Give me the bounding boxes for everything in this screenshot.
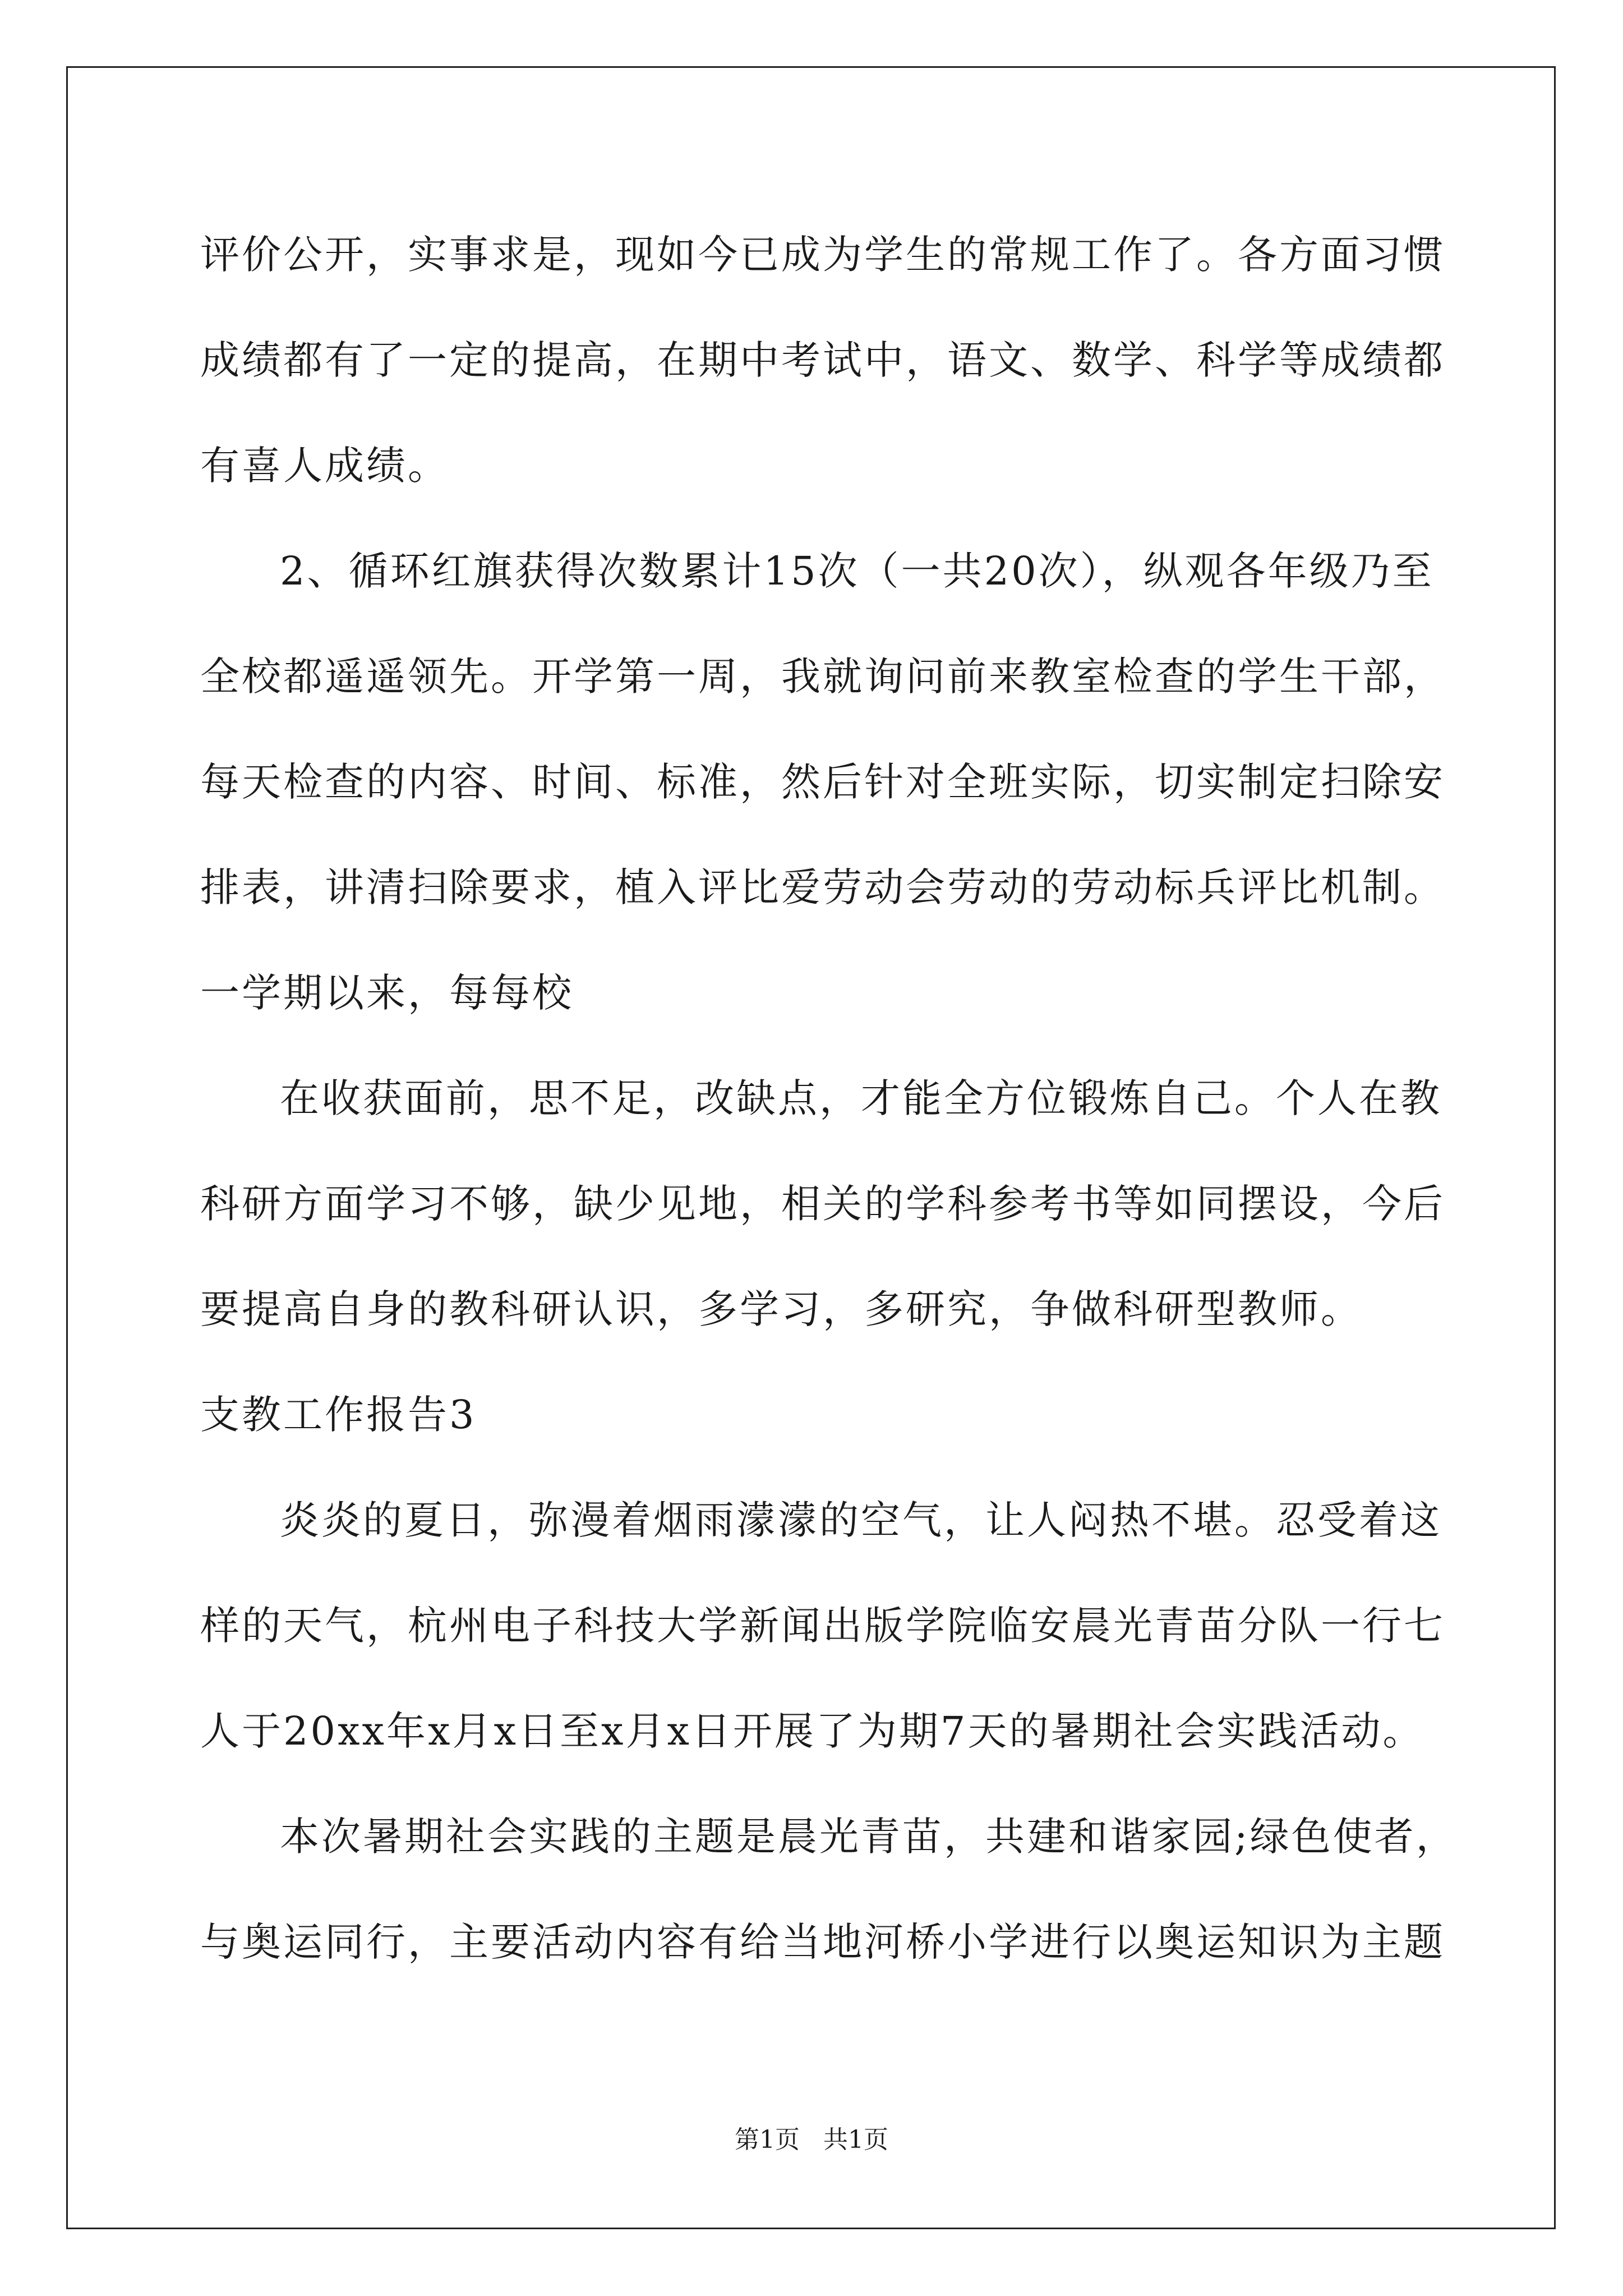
text-line-15: 人于20xx年x月x日至x月x日开展了为期7天的暑期社会实践活动。: [200, 1708, 1424, 1754]
text-line-13: 炎炎的夏日，弥漫着烟雨濛濛的空气，让人闷热不堪。忍受着这: [280, 1497, 1442, 1543]
text-line-14: 样的天气，杭州电子科技大学新闻出版学院临安晨光青苗分队一行七: [200, 1603, 1445, 1649]
document-body: [200, 202, 1458, 1995]
page-total: 共1页: [823, 2125, 888, 2154]
text-line-5: 全校都遥遥领先。开学第一周，我就询问前来教室检查的学生干部，: [200, 654, 1445, 700]
text-line-4: 2、循环红旗获得次数累计15次（一共20次），纵观各年级乃至: [280, 548, 1434, 594]
text-line-6: 每天检查的内容、时间、标准，然后针对全班实际，切实制定扫除安: [200, 759, 1445, 805]
text-line-16: 本次暑期社会实践的主题是晨光青苗，共建和谐家园;绿色使者，: [280, 1814, 1458, 1860]
section-heading: 支教工作报告3: [200, 1392, 477, 1438]
text-line-11: 要提高自身的教科研认识，多学习，多研究，争做科研型教师。: [200, 1286, 1362, 1332]
text-line-9: 在收获面前，思不足，改缺点，才能全方位锻炼自己。个人在教: [280, 1075, 1442, 1121]
text-line-1: 评价公开，实事求是，现如今已成为学生的常规工作了。各方面习惯: [200, 232, 1445, 278]
text-line-2: 成绩都有了一定的提高，在期中考试中，语文、数学、科学等成绩都: [200, 337, 1445, 383]
text-line-7: 排表，讲清扫除要求，植入评比爱劳动会劳动的劳动标兵评比机制。: [200, 864, 1445, 910]
text-line-3: 有喜人成绩。: [200, 443, 449, 489]
text-line-10: 科研方面学习不够，缺少见地，相关的学科参考书等如同摆设，今后: [200, 1181, 1445, 1227]
text-line-8: 一学期以来，每每校: [200, 970, 574, 1016]
page-number: 第1页: [735, 2125, 800, 2154]
text-line-17: 与奥运同行，主要活动内容有给当地河桥小学进行以奥运知识为主题: [200, 1919, 1445, 1965]
page-footer: [0, 2123, 1623, 2157]
